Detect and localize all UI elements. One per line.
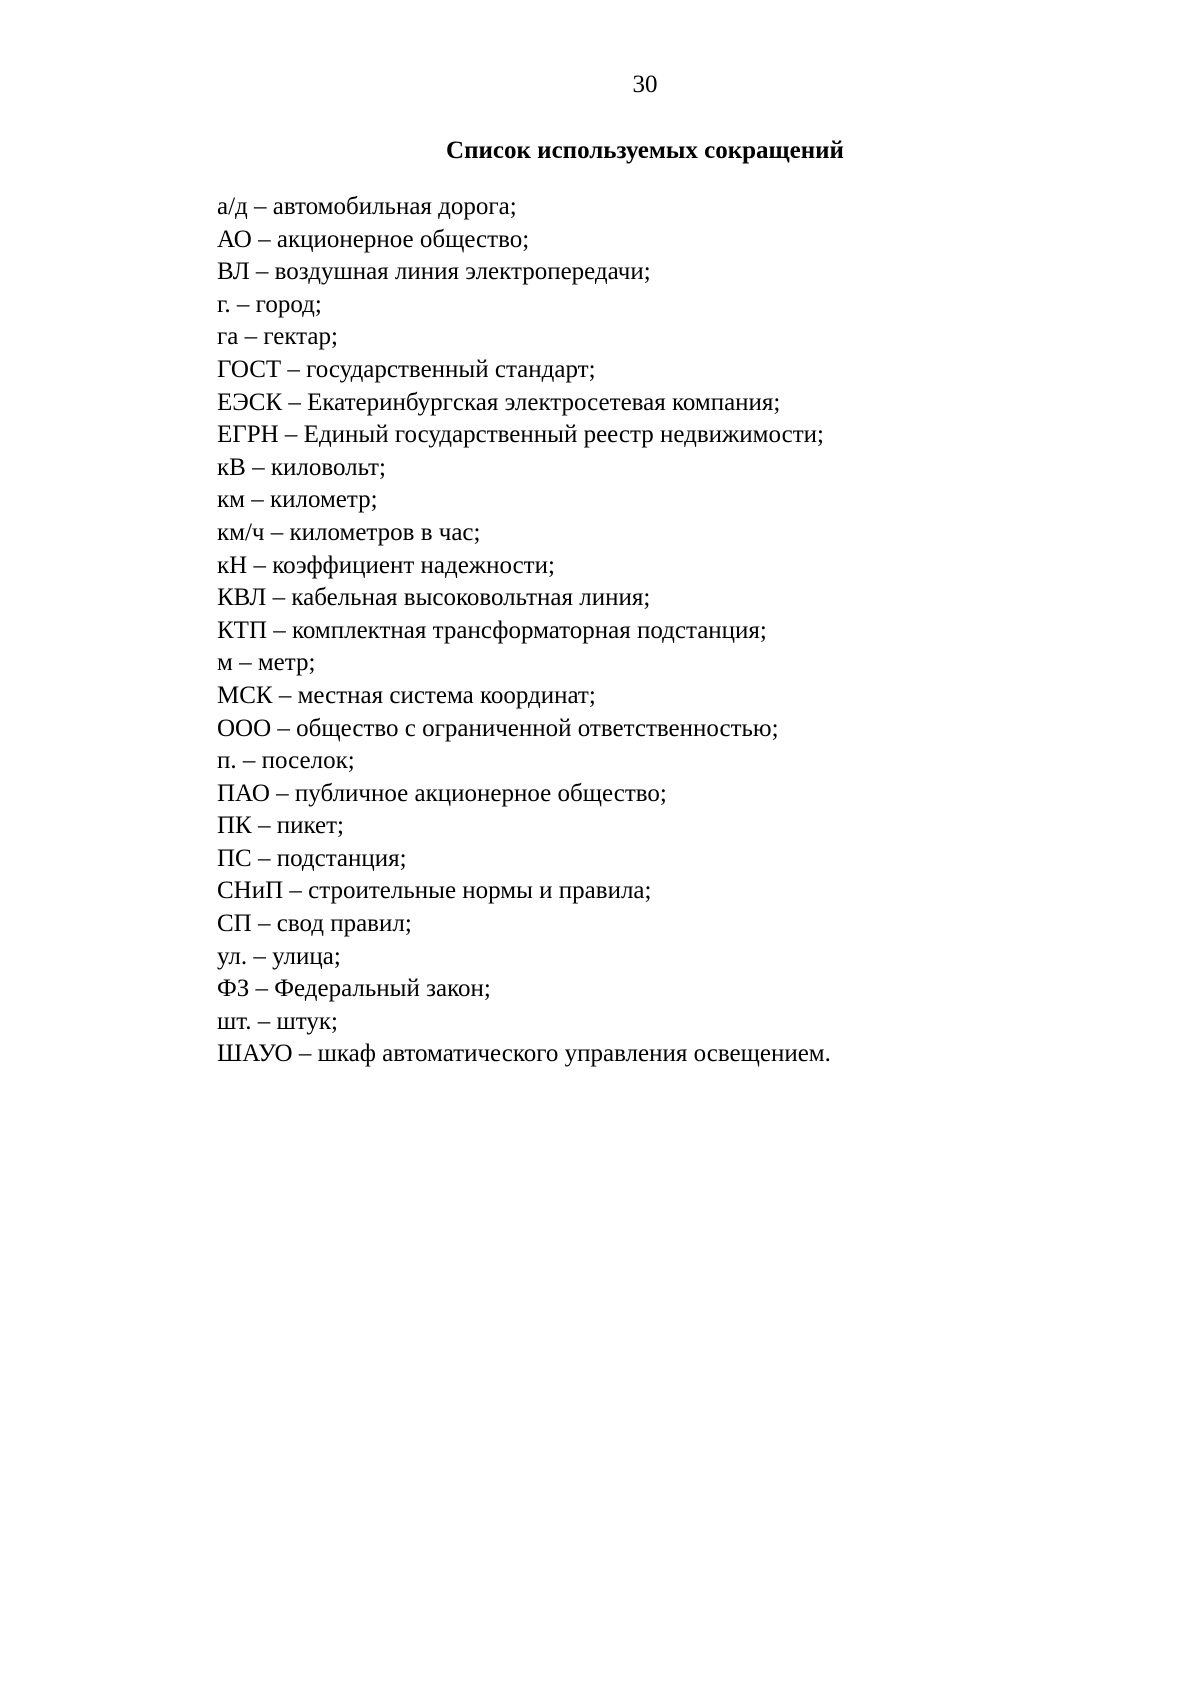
abbreviation-item: га – гектар; <box>217 323 338 351</box>
abbreviation-item: ПАО – публичное акционерное общество; <box>217 779 667 807</box>
abbreviation-item: км – километр; <box>217 486 378 514</box>
abbreviation-item: г. – город; <box>217 290 322 318</box>
page-number: 30 <box>632 71 658 98</box>
abbreviation-item: КТП – комплектная трансформаторная подстанция; <box>217 616 767 644</box>
abbreviation-item: АО – акционерное общество; <box>217 225 530 253</box>
page-title: Список используемых сокращений <box>446 137 844 164</box>
abbreviation-item: кВ – киловольт; <box>217 453 386 481</box>
abbreviation-item: ул. – улица; <box>217 942 341 970</box>
abbreviation-item: ШАУО – шкаф автоматического управления освещением. <box>217 1040 831 1068</box>
abbreviation-item: м – метр; <box>217 649 316 677</box>
abbreviation-item: ЕЭСК – Екатеринбургская электросетевая компания; <box>217 388 781 416</box>
abbreviation-list <box>217 191 1177 1071</box>
abbreviation-item: кН – коэффициент надежности; <box>217 551 555 579</box>
abbreviation-item: ООО – общество с ограниченной ответственностью; <box>217 714 779 742</box>
abbreviation-item: км/ч – километров в час; <box>217 518 481 546</box>
abbreviation-item: п. – поселок; <box>217 747 355 775</box>
abbreviation-item: ГОСТ – государственный стандарт; <box>217 355 596 383</box>
abbreviation-item: шт. – штук; <box>217 1007 338 1035</box>
abbreviation-item: ЕГРН – Единый государственный реестр недвижимости; <box>217 421 824 449</box>
abbreviation-item: а/д – автомобильная дорога; <box>217 193 517 220</box>
abbreviation-item: МСК – местная система координат; <box>217 681 596 709</box>
abbreviation-item: ФЗ – Федеральный закон; <box>217 975 491 1003</box>
abbreviation-item: СП – свод правил; <box>217 910 412 938</box>
abbreviation-item: ВЛ – воздушная линия электропередачи; <box>217 258 651 286</box>
abbreviation-item: ПК – пикет; <box>217 812 344 840</box>
abbreviation-item: ПС – подстанция; <box>217 844 407 872</box>
abbreviation-item: КВЛ – кабельная высоковольтная линия; <box>217 584 651 612</box>
abbreviation-item: СНиП – строительные нормы и правила; <box>217 877 652 905</box>
